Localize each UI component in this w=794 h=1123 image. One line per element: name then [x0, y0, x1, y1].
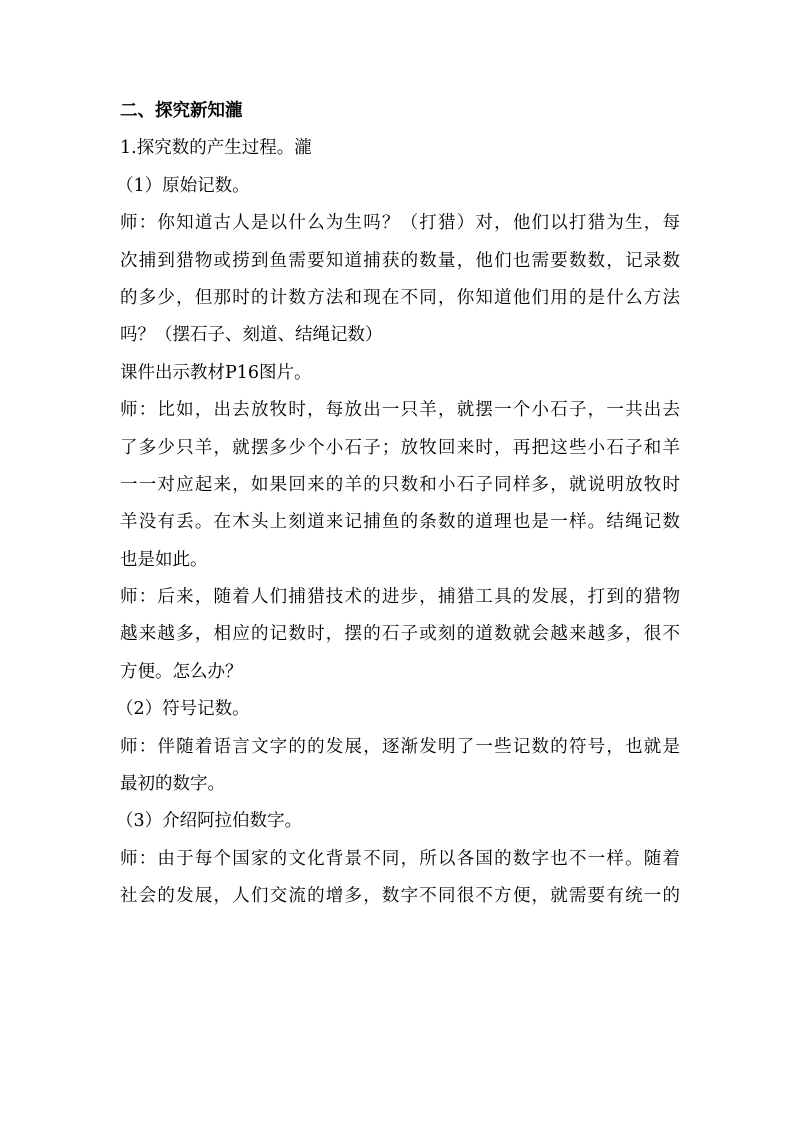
paragraph-line: 方便。怎么办？ [120, 661, 243, 682]
paragraph-line: 师：由于每个国家的文化背景不同，所以各国的数字也不一样。随着 [120, 848, 680, 869]
paragraph-line: 羊没有丢。在木头上刻道来记捕鱼的条数的道理也是一样。结绳记数 [120, 512, 680, 533]
paragraph-line: 社会的发展，人们交流的增多，数字不同很不方便，就需要有统一的 [120, 886, 680, 907]
section-heading: 二、探究新知瀧 [120, 101, 243, 121]
paragraph-line: 师：后来，随着人们捕猎技术的进步，捕猎工具的发展，打到的猎物 [120, 587, 680, 608]
document-page [116, 98, 680, 921]
item-title-1: （1）原始记数。 [116, 175, 250, 196]
paragraph-line: 了多少只羊，就摆多少个小石子；放牧回来时，再把这些小石子和羊 [120, 437, 680, 458]
subsection-title: 1.探究数的产生过程。瀧 [120, 138, 312, 159]
paragraph-line: 最初的数字。 [120, 774, 225, 795]
paragraph-line: 次捕到猎物或捞到鱼需要知道捕获的数量，他们也需要数数，记录数 [120, 250, 680, 271]
paragraph-line: 也是如此。 [120, 549, 208, 570]
item-title-2: （2）符号记数。 [116, 699, 250, 720]
paragraph-line: 师：你知道古人是以什么为生吗？（打猎）对，他们以打猎为生，每 [120, 213, 680, 234]
paragraph-line: 越来越多，相应的记数时，摆的石子或刻的道数就会越来越多，很不 [120, 624, 680, 645]
paragraph-line: 吗？（摆石子、刻道、结绳记数） [120, 325, 383, 346]
paragraph-line: 师：伴随着语言文字的的发展，逐渐发明了一些记数的符号，也就是 [120, 736, 680, 757]
item-title-3: （3）介绍阿拉伯数字。 [116, 811, 303, 832]
paragraph-line: 课件出示教材P16图片。 [120, 362, 312, 383]
paragraph-line: 一一对应起来，如果回来的羊的只数和小石子同样多，就说明放牧时 [120, 474, 680, 495]
paragraph-line: 的多少，但那时的计数方法和现在不同，你知道他们用的是什么方法 [120, 287, 680, 308]
paragraph-line: 师：比如，出去放牧时，每放出一只羊，就摆一个小石子，一共出去 [120, 400, 680, 421]
